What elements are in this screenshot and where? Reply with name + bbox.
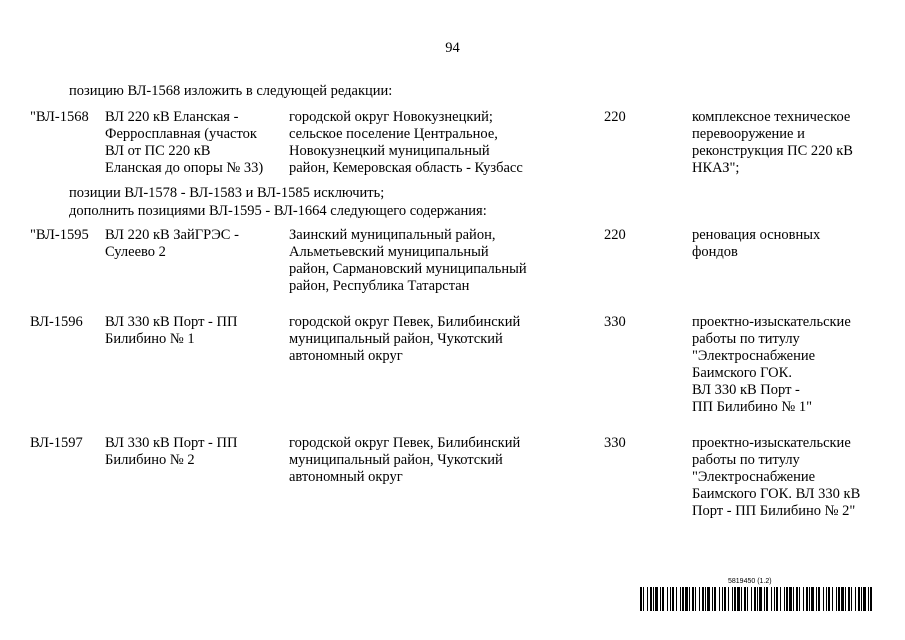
row-line-name: ВЛ 220 кВ ЗайГРЭС - Сулеево 2	[105, 227, 239, 260]
row-note: проектно-изыскательские работы по титулу "Электроснабжение Баимского ГОК. ВЛ 330 кВ Порт - ПП Билибино № 1"	[692, 314, 851, 415]
row-location: городской округ Новокузнецкий; сельское поселение Центральное, Новокузнецкий муниципальный район, Кемеровская область - Кузбасс	[289, 109, 523, 176]
row-note: комплексное техническое перевооружение и реконструкция ПС 220 кВ НКАЗ";	[692, 109, 853, 176]
row-line-name: ВЛ 330 кВ Порт - ПП Билибино № 1	[105, 314, 238, 347]
row-voltage: 220	[604, 227, 626, 243]
paragraph-edit-position: позицию ВЛ-1568 изложить в следующей редакции:	[69, 83, 393, 99]
row-location: Заинский муниципальный район, Альметьевский муниципальный район, Сармановский муниципальный район, Республика Татарстан	[289, 227, 527, 294]
row-line-name: ВЛ 220 кВ Еланская - Ферросплавная (участок ВЛ от ПС 220 кВ Еланская до опоры № 33)	[105, 109, 264, 176]
row-note: реновация основных фондов	[692, 227, 821, 260]
row-code: "ВЛ-1595	[30, 227, 89, 243]
barcode-label: 5819450 (1.2)	[728, 578, 772, 585]
row-code: ВЛ-1597	[30, 435, 83, 451]
row-code: "ВЛ-1568	[30, 109, 89, 125]
paragraph-exclude-positions: позиции ВЛ-1578 - ВЛ-1583 и ВЛ-1585 исключить;	[69, 185, 385, 201]
row-line-name: ВЛ 330 кВ Порт - ПП Билибино № 2	[105, 435, 238, 468]
page-number: 94	[445, 40, 460, 56]
row-voltage: 330	[604, 435, 626, 451]
row-voltage: 220	[604, 109, 626, 125]
row-code: ВЛ-1596	[30, 314, 83, 330]
barcode-image	[640, 587, 872, 611]
row-voltage: 330	[604, 314, 626, 330]
row-location: городской округ Певек, Билибинский муниципальный район, Чукотский автономный округ	[289, 314, 521, 364]
row-location: городской округ Певек, Билибинский муниципальный район, Чукотский автономный округ	[289, 435, 521, 485]
row-note: проектно-изыскательские работы по титулу "Электроснабжение Баимского ГОК. ВЛ 330 кВ Порт - ПП Билибино № 2"	[692, 435, 861, 519]
paragraph-add-positions: дополнить позициями ВЛ-1595 - ВЛ-1664 следующего содержания:	[69, 203, 487, 219]
